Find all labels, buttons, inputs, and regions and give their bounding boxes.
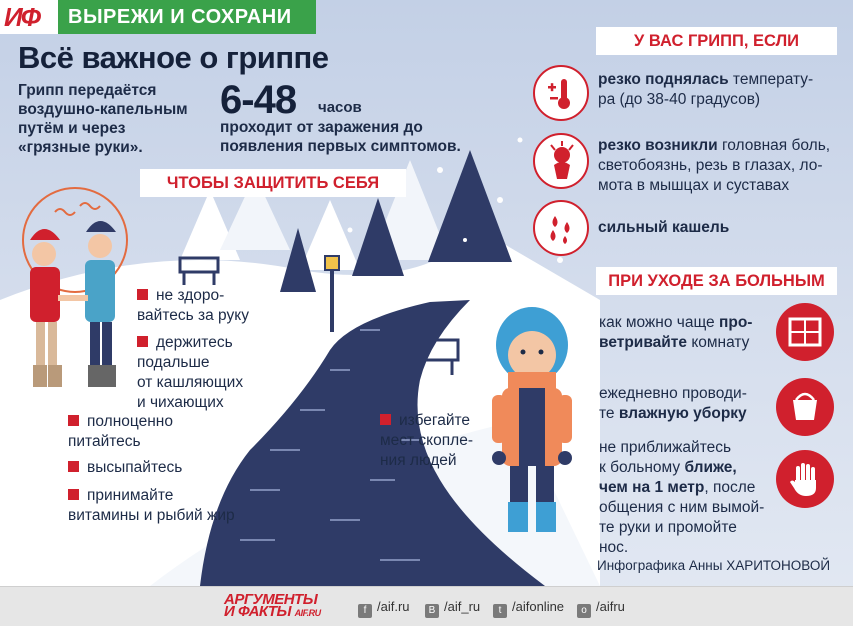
protect-tip: [380, 411, 473, 471]
care-post: , после общения с ним вымой- те руки и промойте нос.: [599, 479, 765, 556]
protect-tip-text: не здоро- вайтесь за руку: [137, 287, 249, 324]
care-heading: ПРИ УХОДЕ ЗА БОЛЬНЫМ: [596, 267, 837, 295]
headache-icon: [533, 133, 589, 189]
aif-brand-logo[interactable]: [224, 591, 321, 620]
brand-bottom: И ФАКТЫ: [224, 603, 291, 620]
social-handle: /aif.ru: [377, 599, 410, 614]
protect-tip: [137, 286, 249, 326]
symptom-bold: резко поднялась: [598, 71, 729, 88]
symptom-bold: резко возникли: [598, 137, 718, 154]
aif-logo: ИФ: [0, 0, 58, 34]
protect-tip: [137, 333, 243, 413]
symptom-bold: сильный кашель: [598, 219, 730, 236]
social-link-vk[interactable]: [425, 599, 480, 618]
social-handle: /aifonline: [512, 599, 565, 614]
window-icon: [776, 303, 834, 361]
care-pre: как можно чаще: [599, 314, 719, 331]
brand-top: АРГУМЕНТЫ: [224, 591, 318, 608]
symptom-text: [598, 136, 830, 196]
care-text: [599, 438, 764, 558]
section-badge: [0, 0, 316, 34]
symptom-rest: головная боль, светобоязнь, резь в глазах, ло- мота в мышцах и суставах: [598, 137, 831, 194]
care-bold: про- ветривайте: [599, 314, 753, 351]
credit: Инфографика Анны ХАРИТОНОВОЙ: [597, 558, 831, 573]
protect-tip: [68, 458, 182, 478]
social-link-facebook[interactable]: [358, 599, 410, 618]
care-pre: ежедневно проводи- те: [599, 385, 747, 422]
protect-tip-text: избегайте мест скопле- ния людей: [380, 412, 473, 469]
protect-heading: ЧТОБЫ ЗАЩИТИТЬ СЕБЯ: [140, 169, 406, 197]
vk-icon: B: [425, 604, 439, 618]
lamp-post: [330, 268, 334, 332]
social-link-twitter[interactable]: [493, 599, 564, 618]
symptom-text: [598, 218, 729, 238]
incubation-unit: часов: [318, 99, 362, 116]
incubation-range: 6-48: [220, 78, 297, 122]
social-handle: /aif_ru: [444, 599, 481, 614]
intro-text: Грипп передаётся воздушно-капельным путём и через «грязные руки».: [18, 82, 188, 156]
symptom-text: [598, 70, 813, 110]
care-text: [599, 384, 747, 424]
symptoms-heading: У ВАС ГРИПП, ЕСЛИ: [596, 27, 837, 55]
protect-tip: [68, 486, 235, 526]
cough-droplets-icon: [533, 200, 589, 256]
care-text: [599, 313, 752, 353]
care-bold: влажную уборку: [618, 405, 747, 422]
thermometer-icon: [533, 65, 589, 121]
instagram-icon: o: [577, 604, 591, 618]
brand-site: AIF.RU: [294, 608, 321, 618]
care-pre: не приближайтесь к больному: [599, 439, 732, 476]
footer: [0, 586, 853, 626]
symptom-rest: температу- ра (до 38-40 градусов): [598, 71, 814, 108]
facebook-icon: f: [358, 604, 372, 618]
care-bold: ближе, чем на 1 метр: [599, 459, 737, 496]
hand-stop-icon: [776, 450, 834, 508]
twitter-icon: t: [493, 604, 507, 618]
care-post: комнату: [687, 334, 750, 351]
social-handle: /aifru: [596, 599, 625, 614]
protect-tip-text: принимайте витамины и рыбий жир: [68, 487, 235, 524]
protect-tip-text: высыпайтесь: [87, 459, 183, 476]
section-label: ВЫРЕЖИ И СОХРАНИ: [68, 6, 292, 28]
pine-tree: [428, 150, 512, 262]
bucket-icon: [776, 378, 834, 436]
protect-tip-text: держитесь подальше от кашляющих и чихающих: [137, 334, 244, 411]
page-title: Всё важное о гриппе: [18, 40, 329, 75]
social-link-instagram[interactable]: [577, 599, 625, 618]
incubation-text: проходит от заражения до появления первых симптомов.: [220, 119, 461, 155]
protect-tip: [68, 412, 173, 452]
protect-tip-text: полноценно питайтесь: [68, 413, 173, 450]
